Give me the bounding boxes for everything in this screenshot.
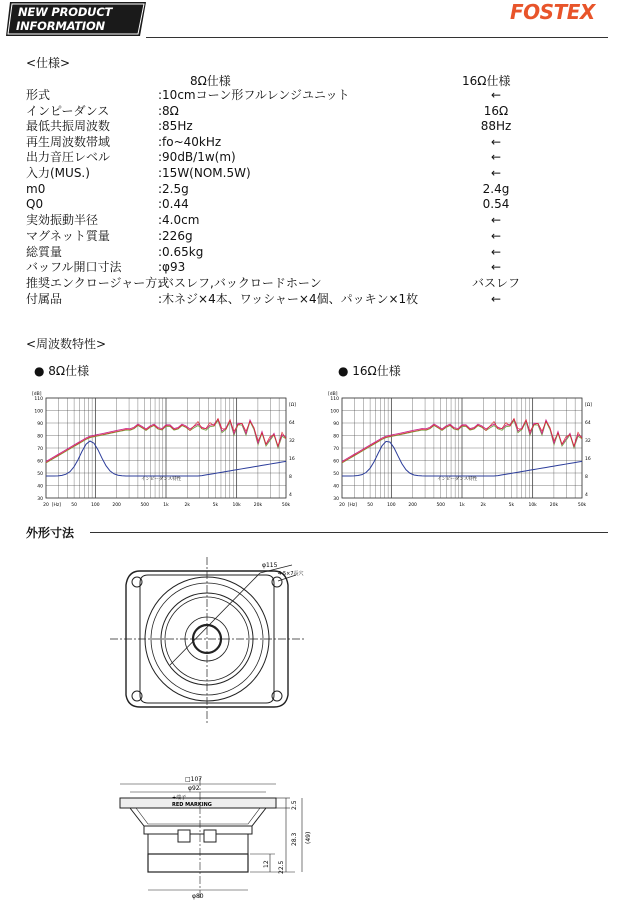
spec-row (26, 229, 586, 244)
right-tick-label: 16 (585, 457, 591, 462)
spec-label: Q0 (26, 197, 44, 211)
right-tick-label: 64 (585, 421, 591, 426)
dim-holes-label: 4-5×7長穴 (278, 571, 304, 577)
y-unit-label: [dB] (32, 392, 42, 397)
dim-49-label: (49) (305, 831, 312, 844)
spec-label: 推奨エンクロージャー方式 (26, 276, 170, 290)
spec-value-16: 88Hz (480, 119, 512, 133)
header-rule (146, 37, 608, 38)
freq-caption-8ohm: ● 8Ω仕様 (34, 364, 90, 378)
spec-label: バッフル開口寸法 (26, 260, 122, 274)
y-tick-label: 60 (333, 459, 339, 465)
y-unit-label: [dB] (328, 392, 338, 397)
y-tick-label: 90 (333, 422, 339, 427)
x-tick-label: 2k (480, 503, 487, 508)
spec-value-8: :4.0cm (158, 213, 200, 227)
spec-row (26, 135, 586, 150)
right-tick-label: 4 (289, 493, 292, 498)
y-tick-label: 50 (333, 472, 339, 477)
spec-value-16: 0.54 (482, 197, 510, 211)
badge-line1: NEW PRODUCT (18, 5, 113, 19)
badge-line2: INFORMATION (16, 19, 105, 33)
dim-phi80-label: φ80 (192, 893, 204, 900)
spec-value-16: ← (490, 229, 502, 243)
new-product-badge (6, 2, 140, 36)
y-tick-label: 110 (34, 397, 43, 402)
dim-25-label: 2.5 (291, 800, 298, 810)
x-tick-label: 20 (43, 503, 49, 508)
fostex-logo: FOSTEX (510, 0, 595, 24)
y-tick-label: 70 (37, 447, 43, 452)
dim-phi115-label: φ115 (262, 562, 278, 569)
spec-row (26, 276, 586, 291)
side-view-drawing (100, 770, 340, 900)
x-tick-label: 1k (459, 503, 465, 508)
impedance-label: インピーダンス特性 (141, 477, 182, 482)
right-tick-label: [Ω] (585, 403, 592, 408)
spec-value-16: 2.4g (482, 182, 510, 196)
spec-value-8: :85Hz (158, 119, 193, 133)
spec-value-16: ← (490, 88, 502, 102)
spec-label: マグネット質量 (26, 229, 110, 243)
spec-row (26, 166, 586, 181)
x-tick-label: 10k (528, 503, 537, 508)
spec-label: 実効振動半径 (26, 213, 99, 227)
y-tick-label: 80 (333, 434, 339, 440)
right-tick-label: [Ω] (289, 403, 296, 408)
right-tick-label: 32 (585, 439, 591, 444)
outline-section-title: 外形寸法 (26, 526, 75, 540)
spec-value-16: ← (490, 245, 502, 259)
spec-value-8: :90dB/1w(m) (158, 150, 236, 164)
x-tick-label: 50 (71, 503, 77, 508)
y-tick-label: 100 (330, 409, 339, 415)
spec-col-8ohm: 8Ω仕様 (190, 74, 231, 88)
right-tick-label: 8 (585, 475, 588, 480)
spec-value-8: :fo~40kHz (158, 135, 222, 149)
spec-value-8: :2.5g (158, 182, 189, 196)
y-tick-label: 110 (330, 397, 339, 402)
spec-value-8: :木ネジ×4本、ワッシャー×4個、パッキン×1枚 (158, 292, 419, 306)
x-tick-label: 20k (549, 503, 559, 508)
x-tick-label: 50k (281, 503, 291, 508)
x-tick-label: 10k (232, 503, 241, 508)
x-tick-label: 20k (253, 503, 263, 508)
freq-graph-16ohm (322, 386, 596, 518)
freq-section-title: <周波数特性> (26, 337, 107, 351)
right-tick-label: 8 (289, 475, 292, 480)
x-tick-label: 100 (91, 503, 100, 508)
x-tick-label: 200 (408, 503, 417, 508)
front-view-drawing (100, 545, 340, 730)
x-tick-label: 500 (140, 503, 150, 508)
x-tick-label: 50 (367, 503, 373, 508)
outline-rule (90, 532, 608, 533)
spec-value-8: :226g (158, 229, 193, 243)
x-tick-label: 100 (387, 503, 396, 508)
dim-107-label: □107 (185, 776, 203, 783)
x-tick-label: [Hz] (51, 503, 61, 508)
spec-row (26, 213, 586, 228)
spec-value-8: :15W(NOM.5W) (158, 166, 251, 180)
spec-row (26, 182, 586, 197)
right-tick-label: 16 (289, 457, 295, 462)
freq-caption-16ohm: ● 16Ω仕様 (338, 364, 401, 378)
spec-section-title: <仕様> (26, 56, 71, 70)
red-marking-label: RED MARKING (172, 802, 212, 808)
x-tick-label: 5k (508, 503, 515, 508)
right-tick-label: 4 (585, 493, 588, 498)
spec-value-16: ← (490, 150, 502, 164)
y-tick-label: 80 (37, 434, 43, 440)
dim-225-label: 22.5 (278, 860, 285, 874)
dim-283-label: 28.3 (291, 832, 298, 846)
y-tick-label: 100 (34, 409, 43, 415)
right-tick-label: 32 (289, 439, 295, 444)
y-tick-label: 90 (37, 422, 43, 427)
y-tick-label: 70 (333, 447, 339, 452)
spec-row (26, 150, 586, 165)
spec-label: 最低共振周波数 (26, 119, 111, 133)
spec-label: 再生周波数帯域 (26, 135, 111, 149)
spec-row (26, 197, 586, 212)
y-tick-label: 30 (37, 497, 43, 502)
y-tick-label: 40 (333, 484, 339, 490)
spec-value-16: ← (490, 166, 502, 180)
spec-label: インピーダンス (26, 104, 110, 118)
spec-value-8: :10cmコーン形フルレンジユニット (158, 88, 350, 102)
spec-row (26, 104, 586, 119)
x-tick-label: 5k (212, 503, 219, 508)
spec-row (26, 88, 586, 103)
spec-value-8: :8Ω (158, 104, 179, 118)
spec-label: 付属品 (26, 292, 63, 306)
x-tick-label: 20 (339, 503, 345, 508)
x-tick-label: 1k (163, 503, 169, 508)
spec-value-8: :バスレフ,バックロードホーン (158, 276, 322, 290)
spec-row (26, 245, 586, 260)
spec-label: 出力音圧レベル (26, 150, 111, 164)
x-tick-label: 2k (184, 503, 191, 508)
y-tick-label: 40 (37, 484, 43, 490)
spec-label: m0 (26, 182, 46, 196)
freq-graph-8ohm (26, 386, 300, 518)
spec-value-16: ← (490, 292, 502, 306)
dim-12-label: 12 (263, 860, 270, 868)
spec-value-16: ← (490, 135, 502, 149)
spec-label: 総質量 (26, 245, 63, 259)
spec-value-16: ← (490, 260, 502, 274)
terminal-plus-label: +端子 (172, 795, 187, 801)
spec-col-16ohm: 16Ω仕様 (462, 74, 511, 88)
spec-value-16: ← (490, 213, 502, 227)
impedance-label: インピーダンス特性 (437, 477, 478, 482)
spec-value-8: :0.65kg (158, 245, 204, 259)
spec-value-8: :φ93 (158, 260, 186, 274)
spec-row (26, 119, 586, 134)
spec-row (26, 292, 586, 307)
y-tick-label: 50 (37, 472, 43, 477)
right-tick-label: 64 (289, 421, 295, 426)
spec-value-16: 16Ω (483, 104, 509, 118)
x-tick-label: 50k (577, 503, 587, 508)
x-tick-label: [Hz] (347, 503, 357, 508)
y-tick-label: 30 (333, 497, 339, 502)
x-tick-label: 500 (436, 503, 446, 508)
x-tick-label: 200 (112, 503, 121, 508)
spec-value-8: :0.44 (158, 197, 189, 211)
spec-row (26, 260, 586, 275)
y-tick-label: 60 (37, 459, 43, 465)
dim-phi92-label: φ92 (188, 785, 200, 792)
spec-label: 形式 (26, 88, 51, 102)
spec-label: 入力(MUS.) (26, 166, 90, 180)
spec-value-16: バスレフ (471, 276, 520, 290)
